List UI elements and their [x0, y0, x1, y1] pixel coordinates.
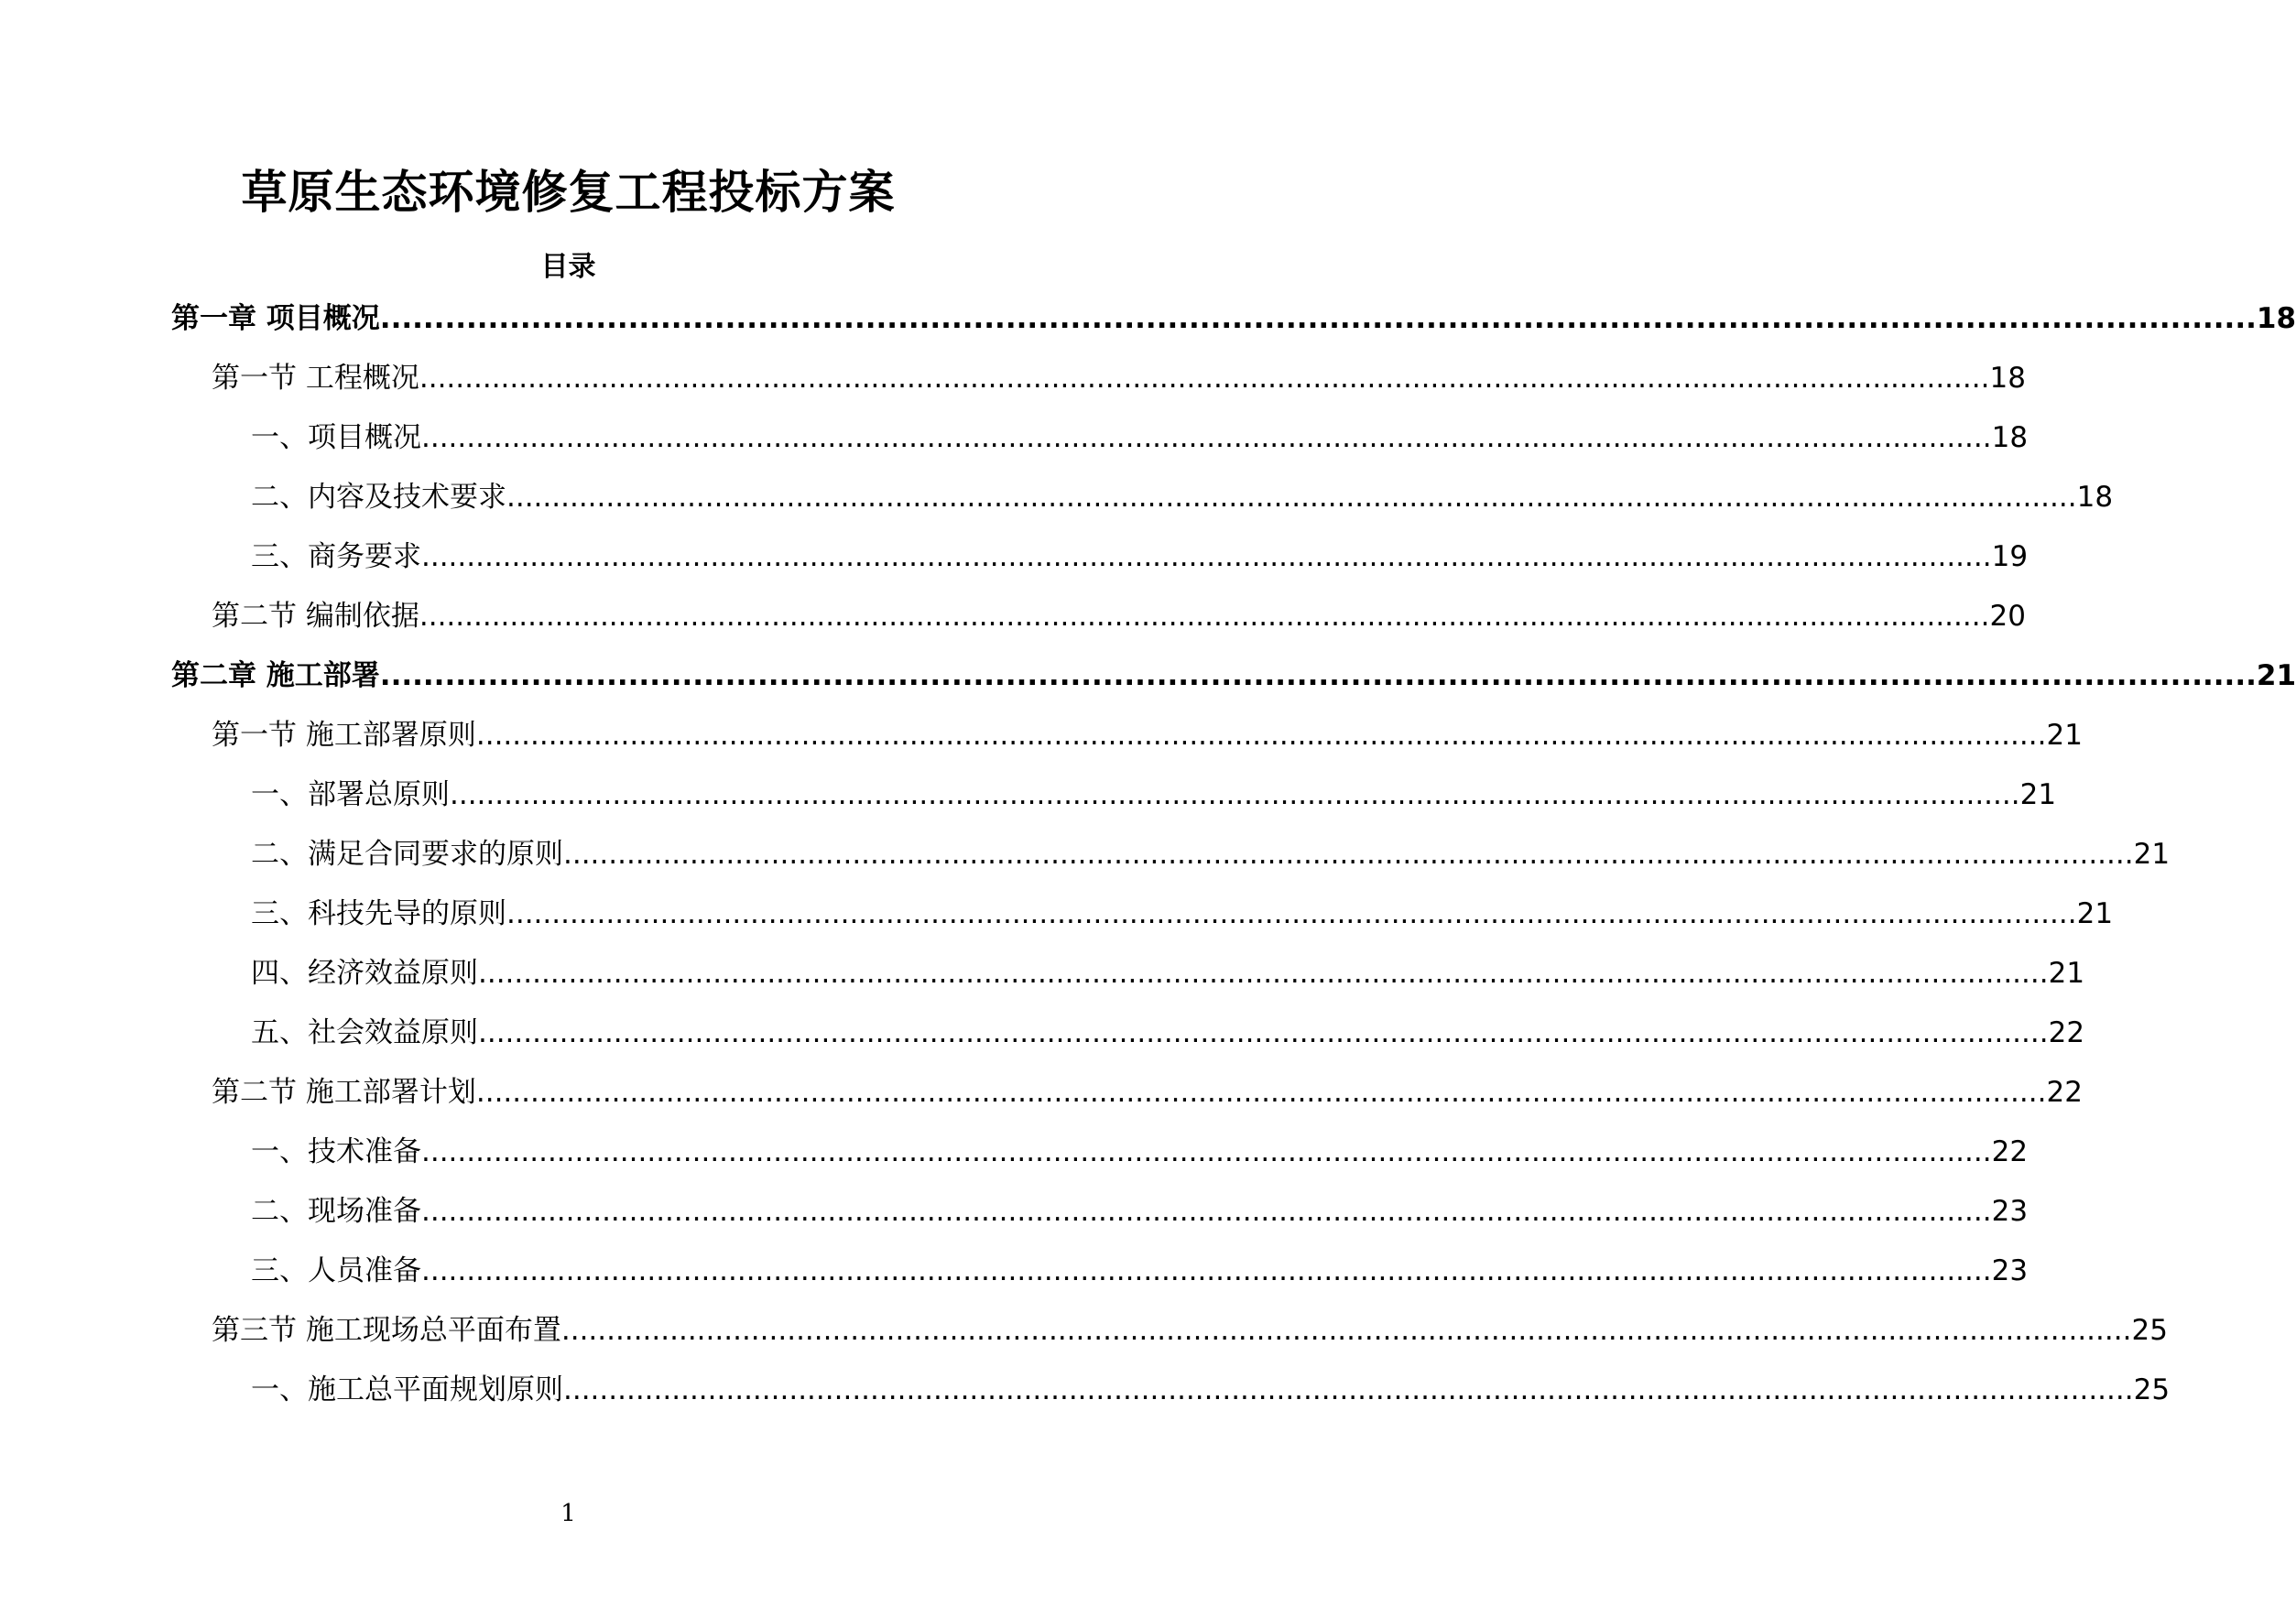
toc-link[interactable] [171, 298, 2296, 339]
toc-entry-label: 二、现场准备 [251, 1195, 421, 1228]
toc-link[interactable] [251, 537, 2028, 577]
toc-entry-subsection [0, 477, 2114, 537]
toc-dot-leader [506, 477, 2077, 517]
toc-page-number: 21 [2076, 897, 2114, 930]
toc-link[interactable] [251, 1370, 2170, 1410]
toc-link[interactable] [212, 1072, 2083, 1112]
toc-dot-leader [506, 894, 2077, 934]
toc-dot-leader [450, 775, 2020, 815]
toc-entry-label: 第二节 编制依据 [212, 600, 419, 633]
toc-entry-label: 一、项目概况 [251, 421, 421, 454]
toc-page-number: 21 [2133, 838, 2171, 871]
toc-entry-label: 二、内容及技术要求 [251, 481, 506, 514]
toc-entry-section [0, 1072, 2083, 1132]
toc-link[interactable] [251, 1132, 2028, 1172]
toc-page-number: 22 [2046, 1076, 2083, 1109]
toc-page-number: 21 [2048, 957, 2085, 990]
toc-dot-leader [478, 953, 2049, 993]
toc-dot-leader [421, 537, 1992, 577]
toc-dot-leader [478, 1013, 2049, 1053]
toc-page-number: 20 [1989, 600, 2026, 633]
toc-entry-label: 第二章 施工部署 [171, 659, 380, 692]
toc-dot-leader [561, 1310, 2132, 1351]
toc-entry-chapter [0, 298, 2296, 358]
toc-entry-label: 五、社会效益原则 [251, 1016, 478, 1049]
page-number: 1 [560, 1500, 576, 1527]
toc-page-number: 18 [1989, 362, 2026, 395]
toc-link[interactable] [251, 1251, 2028, 1291]
toc-entry-section [0, 715, 2083, 775]
toc-page-number: 21 [2019, 778, 2057, 811]
toc-entry-section [0, 358, 2026, 418]
toc-entry-subsection [0, 1013, 2085, 1072]
toc-entry-label: 三、科技先导的原则 [251, 897, 506, 930]
toc-dot-leader [421, 1132, 1992, 1172]
toc-entry-label: 四、经济效益原则 [251, 957, 478, 990]
toc-link[interactable] [251, 834, 2170, 874]
toc-entry-section [0, 1310, 2168, 1370]
toc-link[interactable] [251, 775, 2056, 815]
toc-dot-leader [563, 1370, 2134, 1410]
toc-heading: 目录 [540, 251, 596, 283]
toc-entry-subsection [0, 1251, 2029, 1310]
toc-page-number: 18 [2076, 481, 2114, 514]
toc-entry-label: 三、人员准备 [251, 1254, 421, 1287]
table-of-contents [0, 298, 2296, 1429]
toc-page-number: 22 [1991, 1135, 2029, 1168]
toc-link[interactable] [251, 1013, 2084, 1053]
toc-entry-subsection [0, 537, 2029, 596]
toc-dot-leader [380, 298, 2257, 339]
toc-page-number: 21 [2046, 719, 2083, 752]
toc-page-number: 23 [1991, 1195, 2029, 1228]
toc-entry-subsection [0, 953, 2085, 1013]
toc-dot-leader [419, 596, 1990, 636]
toc-link[interactable] [251, 953, 2084, 993]
toc-entry-subsection [0, 775, 2057, 834]
toc-page-number: 25 [2133, 1373, 2171, 1406]
toc-dot-leader [476, 1072, 2047, 1112]
toc-entry-label: 二、满足合同要求的原则 [251, 838, 563, 871]
toc-page-number: 19 [1991, 540, 2029, 573]
document-title: 草原生态环境修复工程投标方案 [241, 166, 896, 219]
toc-entry-label: 三、商务要求 [251, 540, 421, 573]
toc-entry-label: 一、部署总原则 [251, 778, 450, 811]
toc-entry-label: 一、施工总平面规划原则 [251, 1373, 563, 1406]
toc-dot-leader [421, 1251, 1992, 1291]
toc-dot-leader [380, 656, 2257, 696]
toc-page-number: 21 [2256, 659, 2296, 692]
toc-link[interactable] [212, 1310, 2168, 1351]
toc-entry-section [0, 596, 2026, 656]
toc-page-number: 25 [2131, 1314, 2168, 1347]
toc-link[interactable] [251, 418, 2028, 458]
toc-link[interactable] [212, 596, 2026, 636]
toc-entry-subsection [0, 834, 2171, 894]
toc-entry-subsection [0, 418, 2029, 477]
toc-link[interactable] [171, 656, 2296, 696]
toc-entry-label: 第二节 施工部署计划 [212, 1076, 476, 1109]
toc-link[interactable] [251, 1191, 2028, 1232]
toc-entry-subsection [0, 1191, 2029, 1251]
toc-entry-subsection [0, 1370, 2171, 1429]
toc-link[interactable] [212, 358, 2026, 398]
toc-dot-leader [419, 358, 1990, 398]
toc-dot-leader [421, 1191, 1992, 1232]
toc-link[interactable] [251, 477, 2113, 517]
toc-page-number: 23 [1991, 1254, 2029, 1287]
toc-entry-label: 一、技术准备 [251, 1135, 421, 1168]
toc-entry-chapter [0, 656, 2296, 715]
toc-entry-label: 第一节 工程概况 [212, 362, 419, 395]
toc-dot-leader [421, 418, 1992, 458]
toc-entry-label: 第一节 施工部署原则 [212, 719, 476, 752]
toc-page-number: 18 [1991, 421, 2029, 454]
toc-link[interactable] [212, 715, 2083, 755]
toc-dot-leader [563, 834, 2134, 874]
toc-entry-label: 第三节 施工现场总平面布置 [212, 1314, 561, 1347]
toc-entry-subsection [0, 894, 2114, 953]
toc-page-number: 18 [2256, 302, 2296, 335]
toc-entry-label: 第一章 项目概况 [171, 302, 380, 335]
toc-dot-leader [476, 715, 2047, 755]
toc-link[interactable] [251, 894, 2113, 934]
toc-page-number: 22 [2048, 1016, 2085, 1049]
toc-entry-subsection [0, 1132, 2029, 1191]
